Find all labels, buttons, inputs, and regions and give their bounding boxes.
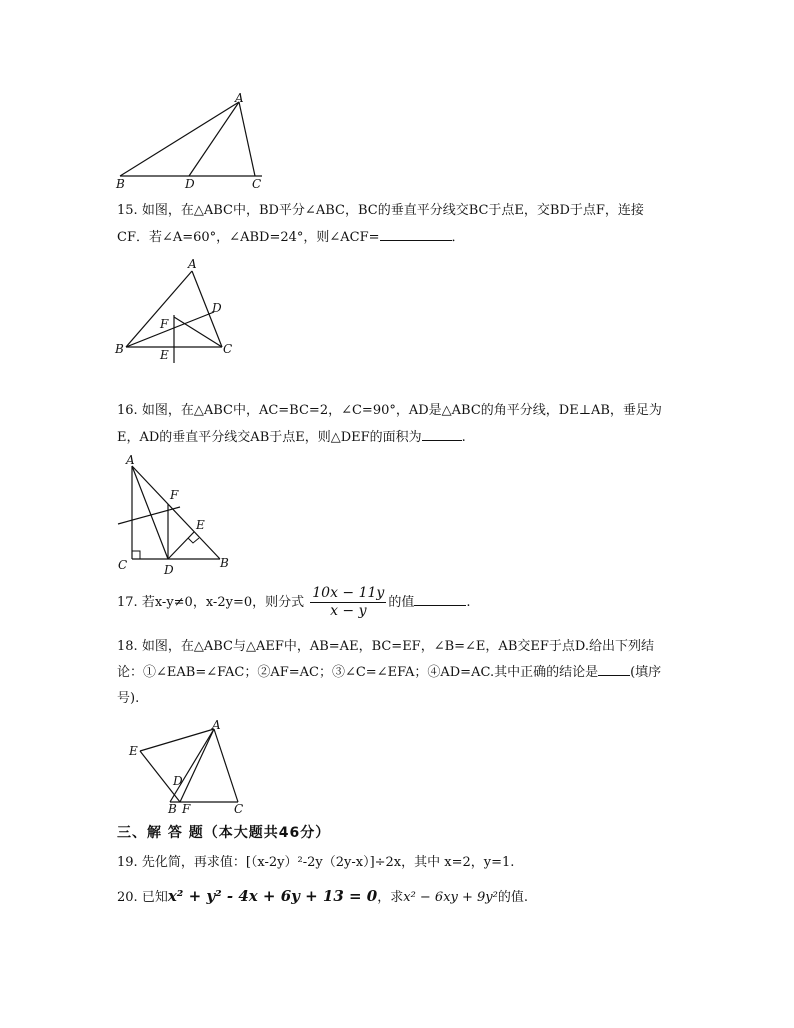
label-D: D <box>164 563 174 577</box>
question-18-line2 <box>117 662 661 683</box>
q18-line2-end: (填序 <box>630 665 662 680</box>
q17-prefix: 若x-y≠0，x-2y=0，则分式 <box>141 595 305 610</box>
label-F: F <box>160 317 169 331</box>
question-15 <box>117 200 644 221</box>
q16-line2-end: . <box>461 430 466 445</box>
label-E: E <box>160 348 169 362</box>
figure-q18 <box>118 715 258 815</box>
q19-number: 19. <box>117 855 138 870</box>
question-19 <box>117 852 514 873</box>
label-F: F <box>170 488 179 502</box>
q17-end: . <box>466 595 471 610</box>
fraction <box>310 585 386 620</box>
fraction-denominator: x − y <box>330 603 367 619</box>
q18-line3: 号). <box>117 691 140 706</box>
question-17 <box>117 585 470 621</box>
fraction-numerator: 10x − 11y <box>312 585 385 601</box>
q15-line2-end: ． <box>451 230 465 245</box>
figure-q14 <box>112 90 272 195</box>
label-F: F <box>182 802 191 815</box>
q15-line2: CF．若∠A=60°，∠ABD=24°，则∠ACF= <box>117 230 380 245</box>
label-B: B <box>116 177 125 191</box>
q20-equation: x² + y² - 4x + 6y + 13 = 0 <box>167 887 378 905</box>
label-B: B <box>220 556 229 570</box>
answer-blank-q17[interactable] <box>414 592 466 606</box>
label-C: C <box>223 342 233 356</box>
q16-number: 16. <box>117 403 138 418</box>
label-D: D <box>173 774 183 788</box>
q20-middle: ，求 <box>377 890 404 905</box>
q18-number: 18. <box>117 639 138 654</box>
question-20 <box>117 886 528 908</box>
label-B: B <box>168 802 177 815</box>
label-C: C <box>234 802 244 815</box>
q20-expression: x² − 6xy + 9y² <box>403 890 498 905</box>
q20-suffix: 的值. <box>497 890 529 905</box>
section-title: 三、解 答 题（本大题共46分） <box>117 825 331 841</box>
label-C: C <box>252 177 262 191</box>
question-15-line2 <box>117 227 465 248</box>
q17-number: 17. <box>117 595 138 610</box>
question-18 <box>117 636 654 657</box>
question-18-line3 <box>117 688 139 709</box>
question-16-line2 <box>117 427 466 448</box>
label-A: A <box>188 257 197 271</box>
answer-blank-q18[interactable] <box>598 662 630 676</box>
figure-q16 <box>112 452 242 577</box>
q15-line1: 如图，在△ABC中，BD平分∠ABC，BC的垂直平分线交BC于点E，交BD于点F，连接 <box>141 203 644 218</box>
label-D: D <box>212 301 222 315</box>
label-E: E <box>196 518 205 532</box>
q20-prefix: 已知 <box>141 890 168 905</box>
label-B: B <box>115 342 124 356</box>
label-A: A <box>235 91 244 105</box>
label-A: A <box>126 453 135 467</box>
q16-line1: 如图，在△ABC中，AC=BC=2，∠C=90°，AD是△ABC的角平分线，DE⊥AB，垂足为 <box>141 403 662 418</box>
q19-text: 先化简，再求值：[（x-2y）²-2y（2y-x）]÷2x，其中 x=2，y=1. <box>141 855 515 870</box>
label-E: E <box>129 744 138 758</box>
q15-number: 15. <box>117 203 138 218</box>
q16-line2: E，AD的垂直平分线交AB于点E，则△DEF的面积为 <box>117 430 422 445</box>
label-A: A <box>212 718 221 732</box>
q20-number: 20. <box>117 890 138 905</box>
q18-line2: 论：①∠EAB=∠FAC；②AF=AC；③∠C=∠EFA；④AD=AC.其中正确的结论是 <box>117 665 599 680</box>
answer-blank-q16[interactable] <box>422 427 462 441</box>
label-D: D <box>185 177 195 191</box>
answer-blank-q15[interactable] <box>380 227 452 241</box>
figure-q15 <box>112 255 252 370</box>
q18-line1: 如图，在△ABC与△AEF中，AB=AE，BC=EF，∠B=∠E，AB交EF于点D.给出下列结 <box>141 639 654 654</box>
q17-suffix: 的值 <box>388 595 415 610</box>
question-16 <box>117 400 662 421</box>
label-C: C <box>118 558 128 572</box>
